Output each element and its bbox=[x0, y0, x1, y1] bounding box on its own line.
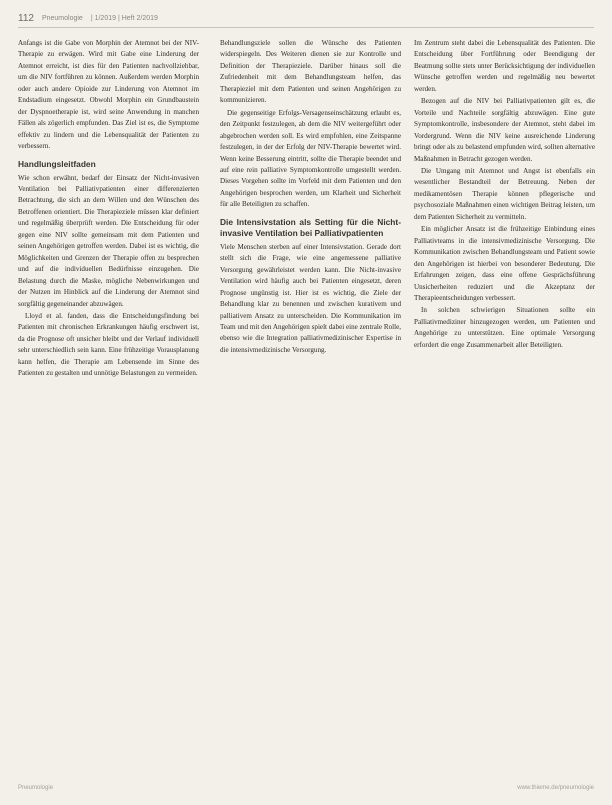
paragraph: In solchen schwierigen Situationen sollte ein Palliativmediziner hinzugezogen werden, um Patienten und Angehörige zu unterstützen. Eine optimale Versorgung erfordert die enge Zusammenarbeit aller Beteiligten. bbox=[414, 306, 595, 349]
paragraph: Viele Menschen sterben auf einer Intensivstation. Gerade dort stellt sich die Frage, wie eine angemessene palliative Versorgung gewährleistet werden kann. Die Nicht-invasive Ventilation wird häufig auch bei Patienten eingesetzt, deren Prognose ungünstig ist. Hier ist es wichtig, die Ziele der Behandlung klar zu benennen und zwischen kurativem und palliativem Ansatz zu unterscheiden. Die Kommunikation im Team und mit den Angehörigen spielt dabei eine zentrale Rolle, ebenso wie die Integration palliativmedizinischer Expertise in die intensivmedizinische Versorgung. bbox=[220, 242, 401, 354]
column-2 bbox=[220, 38, 401, 357]
paragraph: Die Umgang mit Atemnot und Angst ist ebenfalls ein wesentlicher Bestandteil der Betreuung. Neben der medikamentösen Therapie können pflegerische und psychosoziale Maßnahmen einen wichtigen Beitrag leisten, um dem Patienten Sicherheit zu vermitteln. bbox=[414, 166, 595, 221]
footer-right: www.thieme.de/pneumologie bbox=[517, 785, 594, 791]
paragraph: Anfangs ist die Gabe von Morphin der Atemnot bei der NIV-Therapie zu erwägen. Wird mit Gabe eine Linderung der Atemnot erreicht, ist dies für den Patienten nachvollziehbar, um die NIV fortführen zu können. Außerdem werden Morphin oder auch andere Opioide zur Linderung von Atemnot im Endstadium eingesetzt. Obwohl Morphin ein Grundbaustein der Dyspnoetherapie ist, wird seine Anwendung in manchen Fällen als zögerlich empfunden. Das Ziel ist es, die Symptome effektiv zu lindern und die Lebensqualität der Patienten zu verbessern. bbox=[18, 39, 199, 151]
paragraph: Bezogen auf die NIV bei Palliativpatienten gilt es, die Vorteile und Nachteile sorgfältig abzuwägen. Eine gute Symptomkontrolle, insbesondere der Atemnot, steht dabei im Vordergrund. Wenn die NIV keine ausreichende Linderung bringt oder als zu belastend empfunden wird, sollten alternative Maßnahmen in Betracht gezogen werden. bbox=[414, 97, 595, 163]
page-header bbox=[18, 10, 594, 26]
journal-name: Pneumologie bbox=[41, 14, 83, 22]
issue-info: | 1/2019 | Heft 2/2019 bbox=[90, 14, 158, 22]
column-3 bbox=[414, 38, 595, 352]
paragraph: Behandlungsziele sollen die Wünsche des Patienten widerspiegeln. Des Weiteren dienen sie zur Kontrolle und Definition der Therapieziele. Darüber hinaus soll die Zufriedenheit mit dem Behandlungsteam helfen, das Therapieziel mit dem Patienten und seinen Angehörigen zu kommunizieren. bbox=[220, 39, 401, 105]
paragraph: Wie schon erwähnt, bedarf der Einsatz der Nicht-invasiven Ventilation bei Palliativpatienten einer differenzierten Betrachtung, die sich an dem Willen und den Wünschen des Betroffenen orientiert. Die Therapieziele müssen klar definiert und regelmäßig überprüft werden. Die Entscheidung für oder gegen eine NIV sollte gemeinsam mit dem Patienten und seinen Angehörigen getroffen werden. Dabei ist es wichtig, die Möglichkeiten und Grenzen der Therapie offen zu besprechen und auf die individuellen Bedürfnisse einzugehen. Die Belastung durch die Maske, mögliche Nebenwirkungen und der Nutzen im Hinblick auf die Linderung der Atemnot sind sorgfältig gegeneinander abzuwägen. bbox=[18, 173, 199, 308]
paragraph: Die gegenseitige Erfolgs-Versagenseinschätzung erlaubt es, den Zeitpunkt festzulegen, ab dem die NIV weitergeführt oder abgebrochen werden soll. Es wird empfohlen, eine Zeitspanne festzulegen, in der der Erfolg der NIV-Therapie bewertet wird. Wenn keine Besserung eintritt, sollte die Therapie beendet und auf eine rein palliative Symptomkontrolle umgestellt werden. Dieses Vorgehen sollte im Vorfeld mit dem Patienten und den Angehörigen besprochen werden, um Klarheit und Sicherheit für alle Beteiligten zu schaffen. bbox=[220, 108, 401, 209]
paragraph: Ein möglicher Ansatz ist die frühzeitige Einbindung eines Palliativteams in die intensivmedizinische Versorgung. Die Kommunikation zwischen Behandlungsteam und Patient sowie den Angehörigen ist hierbei von besonderer Bedeutung. Die Erfahrungen zeigen, dass eine offene Gesprächsführung Unsicherheiten reduziert und die Akzeptanz der Therapieentscheidungen verbessert. bbox=[414, 225, 595, 302]
header-rule bbox=[18, 27, 594, 28]
page-footer bbox=[18, 785, 594, 795]
page-number: 112 bbox=[18, 12, 34, 24]
footer-left: Pneumologie bbox=[18, 785, 54, 791]
column-1 bbox=[18, 38, 199, 381]
section-heading: Handlungsleitfaden bbox=[18, 158, 96, 169]
paragraph: Lloyd et al. fanden, dass die Entscheidungsfindung bei Patienten mit chronischen Erkrankungen häufig erschwert ist, da die Prognose oft unsicher bleibt und der Verlauf individuell sehr unterschiedlich sein kann. Eine frühzeitige Vorausplanung kann helfen, die Therapie am Lebensende im Sinne des Patienten zu gestalten und unnötige Belastungen zu vermeiden. bbox=[18, 311, 199, 378]
section-heading: Die Intensivstation als Setting für die Nicht-invasive Ventilation bei Palliativpatienten bbox=[220, 216, 401, 238]
paragraph: Im Zentrum steht dabei die Lebensqualität des Patienten. Die Entscheidung über Fortführung oder Beendigung der Beatmung sollte stets unter Berücksichtigung der individuellen Wünsche getroffen werden und regelmäßig neu bewertet werden. bbox=[414, 39, 595, 93]
